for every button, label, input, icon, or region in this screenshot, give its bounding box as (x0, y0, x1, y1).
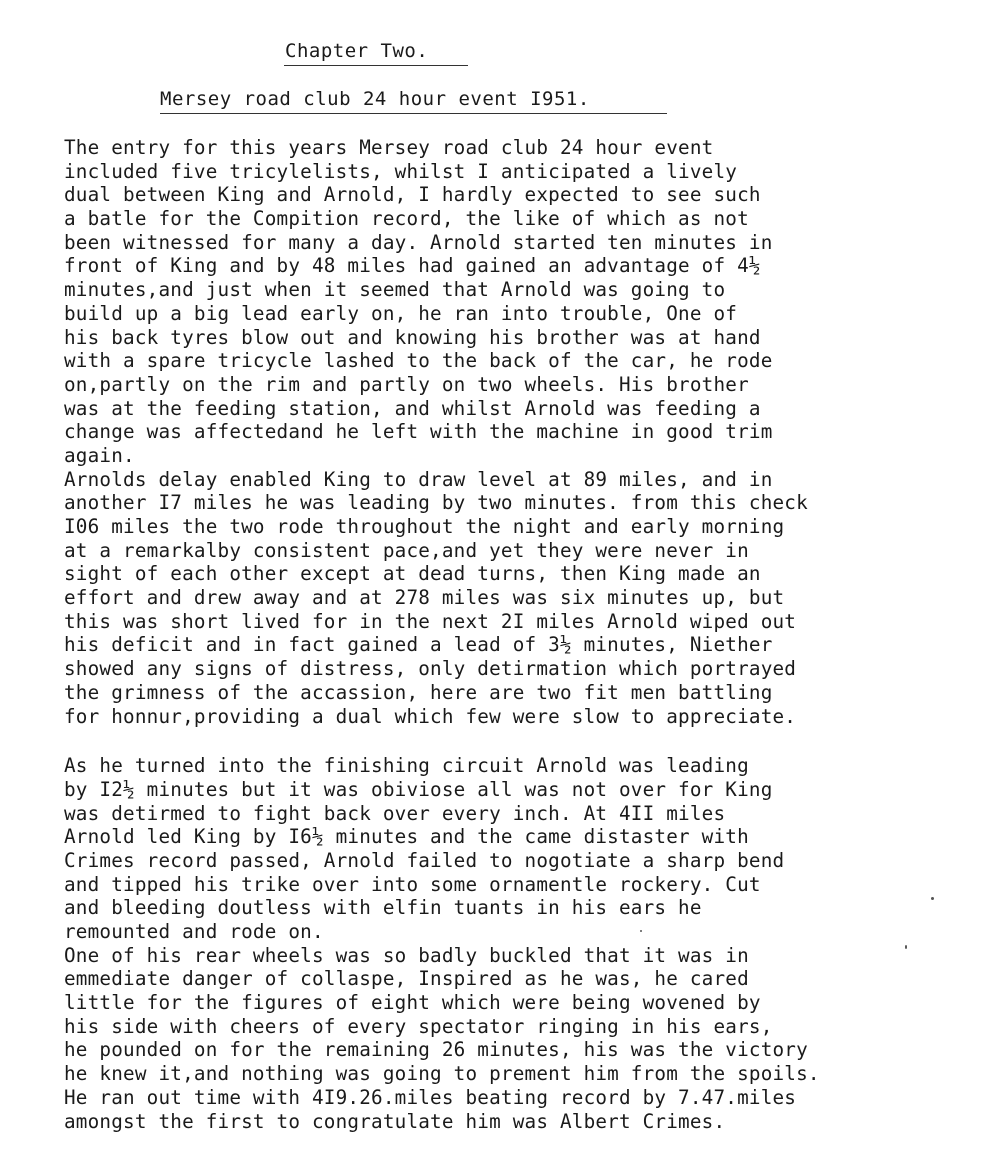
section-title: Mersey road club 24 hour event I951. (160, 88, 590, 110)
text-line: for honnur,providing a dual which few were slow to appreciate. (64, 704, 797, 728)
text-line: his side with cheers of every spectator ringing in his ears, (64, 1014, 773, 1038)
text-line: amongst the first to congratulate him was Albert Crimes. (64, 1109, 726, 1133)
text-line: sight of each other except at dead turns, then King made an (64, 562, 761, 586)
text-line: He ran out time with 4I9.26.miles beating record by 7.47.miles (64, 1085, 797, 1109)
text-line: been witnessed for many a day. Arnold started ten minutes in (64, 230, 773, 254)
text-line: Arnold led King by I6½ minutes and the came distaster with (64, 825, 749, 849)
text-line: on,partly on the rim and partly on two wheels. His brother (64, 372, 749, 396)
text-line: Arnolds delay enabled King to draw level at 89 miles, and in (64, 467, 773, 491)
text-line: remounted and rode on. (64, 920, 324, 943)
text-line: and tipped his trike over into some ornamentle rockery. Cut (64, 872, 761, 896)
text-line: his deficit and in fact gained a lead of 3½ minutes, Niether (64, 633, 773, 657)
paper-speck (931, 897, 934, 900)
chapter-title: Chapter Two. (285, 40, 429, 62)
text-line: effort and drew away and at 278 miles was six minutes up, but (64, 586, 785, 610)
text-line: another I7 miles he was leading by two minutes. from this check (64, 491, 808, 515)
text-line: minutes,and just when it seemed that Arnold was going to (64, 278, 726, 302)
text-line: he knew it,and nothing was going to prement him from the spoils. (64, 1062, 820, 1086)
text-line: As he turned into the finishing circuit Arnold was leading (64, 754, 749, 778)
text-line: by I2½ minutes but it was obiviose all was not over for King (64, 777, 773, 801)
paragraph (64, 754, 984, 1133)
text-line: change was affectedand he left with the machine in good trim (64, 420, 773, 444)
paragraph (64, 136, 984, 728)
text-line: was detirmed to fight back over every inch. At 4II miles (64, 801, 726, 825)
section-title-underline (160, 113, 667, 114)
text-line: Crimes record passed, Arnold failed to nogotiate a sharp bend (64, 848, 785, 872)
text-line: his back tyres blow out and knowing his brother was at hand (64, 325, 761, 349)
text-line: this was short lived for in the next 2I miles Arnold wiped out (64, 609, 797, 633)
paper-speck (905, 945, 907, 949)
text-line: he pounded on for the remaining 26 minutes, his was the victory (64, 1038, 808, 1062)
text-line: One of his rear wheels was so badly buckled that it was in (64, 943, 749, 967)
paper-speck (640, 930, 642, 932)
text-line: with a spare tricycle lashed to the back of the car, he rode (64, 349, 773, 373)
text-line: a batle for the Compition record, the like of which as not (64, 207, 749, 231)
text-line: again. (64, 443, 135, 467)
chapter-title-underline (284, 65, 468, 66)
text-line: little for the figures of eight which were being wovened by (64, 991, 761, 1015)
text-line: was at the feeding station, and whilst Arnold was feeding a (64, 396, 761, 420)
text-line: The entry for this years Mersey road club 24 hour event (64, 136, 714, 159)
body-text (64, 136, 984, 1133)
text-line: the grimness of the accassion, here are two fit men battling (64, 680, 773, 704)
text-line: showed any signs of distress, only detirmation which portrayed (64, 657, 797, 681)
text-line: at a remarkalby consistent pace,and yet they were never in (64, 538, 749, 562)
text-line: emmediate danger of collaspe, Inspired as he was, he cared (64, 967, 749, 991)
paragraph-gap (64, 728, 984, 754)
text-line: front of King and by 48 miles had gained an advantage of 4½ (64, 254, 761, 278)
text-line: dual between King and Arnold, I hardly expected to see such (64, 183, 761, 207)
text-line: included five tricylelists, whilst I anticipated a lively (64, 159, 738, 183)
text-line: and bleeding doutless with elfin tuants in his ears he (64, 896, 702, 920)
text-line: build up a big lead early on, he ran into trouble, One of (64, 301, 738, 325)
text-line: I06 miles the two rode throughout the night and early morning (64, 515, 785, 538)
